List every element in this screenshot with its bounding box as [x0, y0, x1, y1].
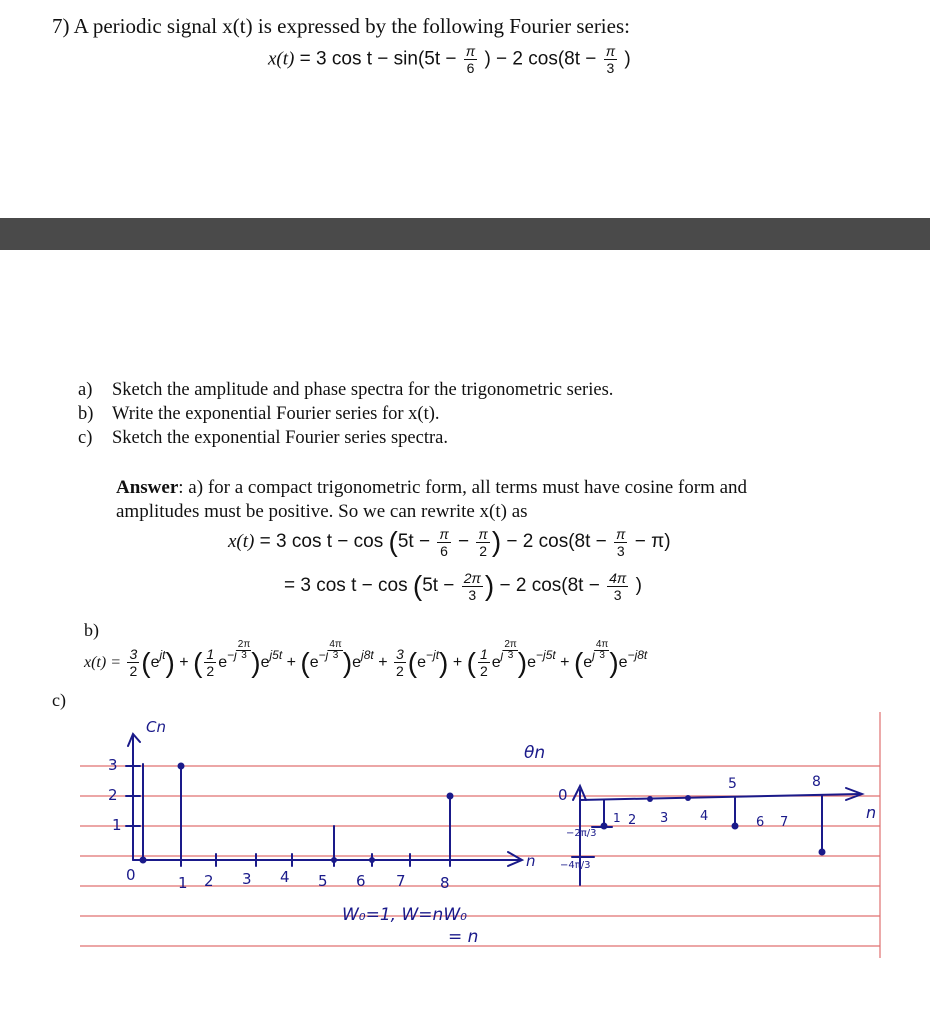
amp-origin-label: 0	[126, 866, 136, 884]
phase-x-label-2: 2	[628, 813, 637, 828]
phase-neg-label-2: −4π/3	[560, 860, 591, 871]
answer-paragraph: Answer: a) for a compact trigonometric form, all terms must have cosine form and amplitudes must be positive. So we can rewrite x(t) as	[116, 477, 748, 522]
y-label-1: 1	[112, 816, 122, 834]
phase-neg-label-1: −2π/3	[566, 828, 597, 839]
phase-dot-n1	[601, 823, 608, 830]
x-label-3: 3	[242, 870, 252, 888]
amp-dot-n0-base	[140, 857, 147, 864]
phase-origin-label: 0	[558, 786, 568, 804]
amp-dot-n8	[447, 793, 454, 800]
phase-x-label-8: 8	[812, 774, 821, 790]
phase-dot-n8	[819, 849, 826, 856]
part-b-label: b)	[84, 620, 99, 640]
y-label-2: 2	[108, 786, 118, 804]
question-equation: x(t) = 3 cos t − sin(5t − $\frac{\pi}{6}$ ) − 2 cos(8t − $\frac{\pi}{3}$ )	[268, 43, 631, 76]
x-label-5: 5	[318, 872, 328, 890]
amp-axis-label: Cn	[146, 718, 166, 736]
phase-dot-n3	[685, 795, 691, 801]
amp-dot-n1	[178, 763, 185, 770]
task-b: b) Write the exponential Fourier series for x(t).	[78, 404, 440, 424]
task-c: c) Sketch the exponential Fourier series spectra.	[78, 428, 448, 448]
phase-x-label-7: 7	[780, 815, 789, 830]
phase-dot-n2	[647, 796, 653, 802]
phase-x-label-5: 5	[728, 776, 737, 792]
question-title: 7) A periodic signal x(t) is expressed by the following Fourier series:	[52, 14, 630, 38]
y-label-3: 3	[108, 756, 118, 774]
phase-x-label: n	[866, 803, 877, 822]
x-label-1: 1	[178, 874, 188, 892]
x-label-6: 6	[356, 872, 366, 890]
phase-axis-label: θn	[524, 743, 546, 763]
amp-dot-n6	[369, 857, 375, 863]
redaction-banner	[0, 218, 930, 250]
x-label-2: 2	[204, 872, 214, 890]
amp-x-label: n	[526, 852, 536, 870]
ruled-lines	[80, 712, 880, 958]
amp-dot-n5-base	[331, 857, 337, 863]
phase-x-label-6: 6	[756, 815, 765, 830]
phase-x-label-1: 1	[613, 811, 621, 825]
answer-heading: Answer	[116, 477, 179, 498]
spectra-sketch	[0, 700, 930, 1024]
phase-dot-n5	[732, 823, 739, 830]
phase-x-label-3: 3	[660, 811, 669, 826]
x-label-8: 8	[440, 874, 450, 892]
exponential-series: x(t) = $\frac{3}{2}$ $(e^{jt})$ + ( $\frac{1}{2}$ $e^{-j}$ $\frac{2\pi}{3}$ )$e^{j5t} + (e^{-j}$ $\frac{4\pi}{3}$ )$e^{j8t}$ + $\frac{3}{2}$ $(e^{-jt})$ + ( $\frac{1}{2}$ $e^j$ $\frac{2\pi}{3}$ )$e^{-j5t} + (e^j$ $\frac{4\pi}{3}$ )$e^{-j8t}$	[84, 639, 648, 680]
phase-x-axis	[580, 794, 860, 800]
frequency-note-1: W₀=1, W=nW₀	[342, 905, 467, 925]
frequency-note-2: = n	[448, 927, 479, 947]
x-label-4: 4	[280, 868, 290, 886]
task-a: a) Sketch the amplitude and phase spectra for the trigonometric series.	[78, 380, 614, 400]
x-label-7: 7	[396, 872, 406, 890]
answer-equation-1: x(t) = 3 cos t − cos (5t − $\frac{\pi}{6}$ − $\frac{\pi}{2}$ ) − 2 cos(8t − $\frac{\pi}{3}$ − π)	[228, 525, 671, 559]
phase-x-label-4: 4	[700, 809, 709, 824]
part-c-label: c)	[52, 690, 66, 710]
answer-equation-2: = 3 cos t − cos (5t − $\frac{2\pi}{3}$ ) − 2 cos(8t − $\frac{4\pi}{3}$ )	[284, 569, 642, 603]
